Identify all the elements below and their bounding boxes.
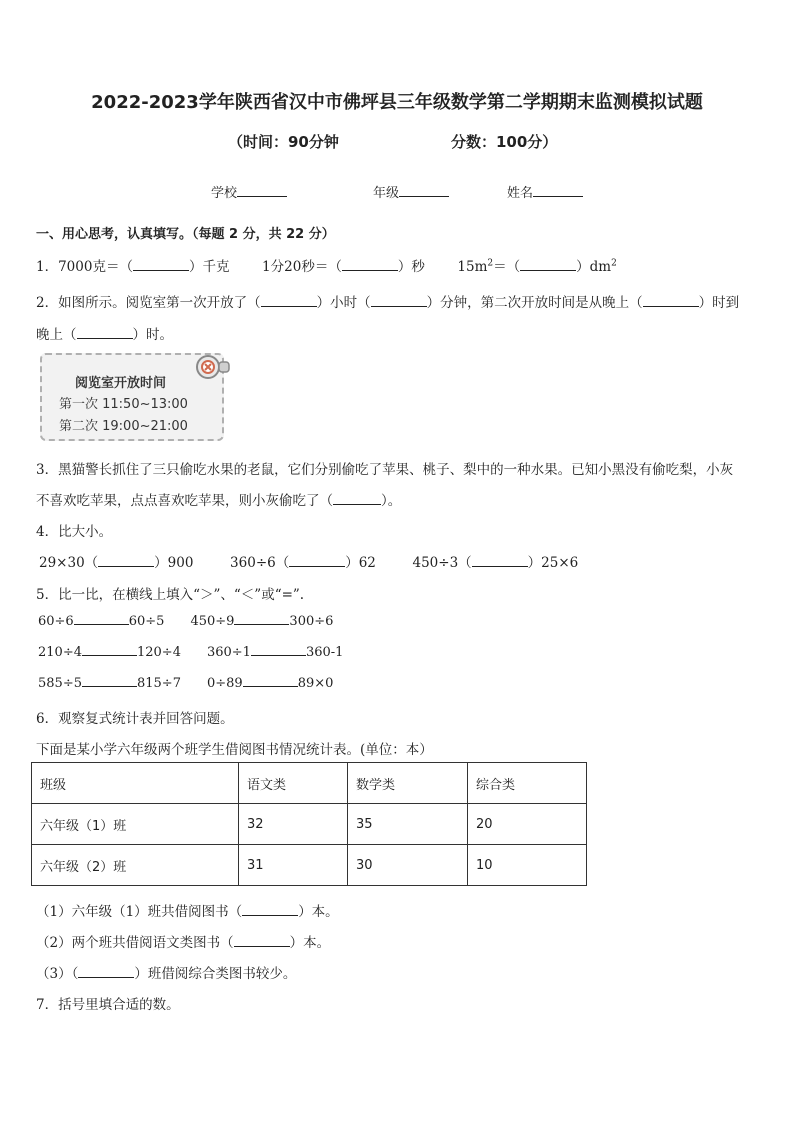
question-2-line-2 xyxy=(36,323,173,343)
q2-text-6: ）时。 xyxy=(132,327,173,343)
q6-blank-2[interactable] xyxy=(234,946,290,947)
exam-score: 分数：100分） xyxy=(451,133,558,151)
q1-part-b-prefix: 1分20秒＝（ xyxy=(262,259,342,275)
table-caption: 下面是某小学六年级两个班学生借阅图书情况统计表。(单位：本） xyxy=(36,742,433,758)
q6-blank-1[interactable] xyxy=(242,915,298,916)
q1-part-b-suffix: ）秒 xyxy=(397,259,425,275)
q5-expr: 60÷5 xyxy=(128,614,165,629)
question-5-heading: 5．比一比，在横线上填入“＞”、“＜”或“=”. xyxy=(36,587,305,603)
question-7-heading: 7．括号里填合适的数。 xyxy=(36,997,180,1013)
grade-blank[interactable] xyxy=(399,196,449,197)
page-title: 2022-2023学年陕西省汉中市佛坪县三年级数学第二学期期末监测模拟试题 xyxy=(91,92,703,113)
q5-row-2 xyxy=(38,645,343,660)
q2-text-2: ）小时（ xyxy=(316,295,371,311)
q4-blank-b[interactable] xyxy=(289,566,345,567)
q6-sub-3 xyxy=(36,962,296,982)
q1-exponent: 2 xyxy=(487,258,494,269)
q6-blank-3[interactable] xyxy=(78,977,134,978)
q6-sub-3-end: ）班借阅综合类图书较少。 xyxy=(134,966,297,982)
q5-expr: 360÷1 xyxy=(206,645,251,660)
q5-expr: 60÷6 xyxy=(38,614,74,629)
q3-blank[interactable] xyxy=(333,504,381,505)
q2-blank-minutes[interactable] xyxy=(371,306,427,307)
q5-expr: 815÷7 xyxy=(136,676,181,691)
q4-b-suffix: ）62 xyxy=(345,555,376,571)
table-cell: 20 xyxy=(468,804,587,845)
q5-expr: 300÷6 xyxy=(289,614,334,629)
school-blank[interactable] xyxy=(237,196,287,197)
table-cell: 六年级（2）班 xyxy=(32,845,239,886)
q2-text-5: 晚上（ xyxy=(36,327,77,343)
q1-blank-b[interactable] xyxy=(342,270,398,271)
q6-sub-3-text: （3）（ xyxy=(36,966,79,982)
table-cell: 30 xyxy=(348,845,468,886)
q2-blank-start[interactable] xyxy=(643,306,699,307)
q5-row-1 xyxy=(38,614,333,629)
grade-label: 年级 xyxy=(373,186,400,201)
reading-room-notice xyxy=(40,353,224,441)
notice-row-2: 第二次 19:00~21:00 xyxy=(59,419,188,434)
notice-title: 阅览室开放时间 xyxy=(75,376,167,391)
q6-sub-1-text: （1）六年级（1）班共借阅图书（ xyxy=(36,904,243,920)
q5-blank[interactable] xyxy=(243,686,298,687)
q5-expr: 585÷5 xyxy=(38,676,82,691)
q4-a-suffix: ）900 xyxy=(154,555,194,571)
name-blank[interactable] xyxy=(533,196,583,197)
table-header-cell: 班级 xyxy=(32,763,239,804)
q5-blank[interactable] xyxy=(251,655,306,656)
q4-c-prefix: 450÷3（ xyxy=(412,555,472,571)
table-header-cell: 综合类 xyxy=(468,763,587,804)
q6-sub-2 xyxy=(36,931,330,951)
school-field[interactable] xyxy=(211,182,287,201)
q5-expr: 120÷4 xyxy=(136,645,181,660)
q2-text-3: ）分钟，第二次开放时间是从晚上（ xyxy=(426,295,643,311)
q1-part-c-prefix: 15m xyxy=(457,259,488,275)
name-field[interactable] xyxy=(507,182,583,201)
question-6-heading: 6．观察复式统计表并回答问题。 xyxy=(36,711,234,727)
notice-row-1: 第一次 11:50~13:00 xyxy=(59,397,188,412)
q5-blank[interactable] xyxy=(234,624,289,625)
name-label: 姓名 xyxy=(507,186,534,201)
section-heading: 一、用心思考，认真填写。（每题 2 分，共 22 分） xyxy=(36,227,335,242)
question-4-heading: 4．比大小。 xyxy=(36,524,113,540)
q4-blank-a[interactable] xyxy=(98,566,154,567)
table-cell: 32 xyxy=(239,804,348,845)
q2-text-4: ）时到 xyxy=(698,295,740,311)
q5-blank[interactable] xyxy=(82,686,137,687)
q5-expr: 89×0 xyxy=(297,676,334,691)
q1-blank-a[interactable] xyxy=(133,270,189,271)
q2-text-1: 2．如图所示。阅览室第一次开放了（ xyxy=(36,295,261,311)
table-header-row xyxy=(32,763,587,804)
table-header-cell: 数学类 xyxy=(348,763,468,804)
grade-field[interactable] xyxy=(373,182,449,201)
question-4-items xyxy=(39,551,578,571)
exam-time: （时间：90分钟 xyxy=(228,133,339,151)
table-cell: 六年级（1）班 xyxy=(32,804,239,845)
q5-expr: 210÷4 xyxy=(38,645,82,660)
q1-number: 1． xyxy=(36,259,59,275)
q6-sub-2-text: （2）两个班共借阅语文类图书（ xyxy=(36,935,234,951)
table-cell: 10 xyxy=(468,845,587,886)
q2-blank-end[interactable] xyxy=(77,338,133,339)
statistics-table xyxy=(31,762,587,886)
q1-exponent-2: 2 xyxy=(611,258,617,269)
q5-row-3 xyxy=(38,676,333,691)
q4-b-prefix: 360÷6（ xyxy=(230,555,290,571)
table-row xyxy=(32,845,587,886)
q5-blank[interactable] xyxy=(74,624,129,625)
table-cell: 35 xyxy=(348,804,468,845)
q3-text: 不喜欢吃苹果，点点喜欢吃苹果，则小灰偷吃了（ xyxy=(36,493,333,509)
q5-blank[interactable] xyxy=(82,655,137,656)
question-3-line-1: 3．黑猫警长抓住了三只偷吃水果的老鼠，它们分别偷吃了苹果、桃子、梨中的一种水果。已知小黑没有偷吃梨，小灰 xyxy=(36,462,734,478)
table-header-cell: 语文类 xyxy=(239,763,348,804)
school-label: 学校 xyxy=(211,186,238,201)
q6-sub-1-end: ）本。 xyxy=(298,904,339,920)
q1-part-c-equals: ＝（ xyxy=(493,259,521,275)
question-2-line-1 xyxy=(36,291,739,311)
q4-c-suffix: ）25×6 xyxy=(527,555,579,571)
question-3-line-2 xyxy=(36,489,401,509)
table-row xyxy=(32,804,587,845)
q1-part-a-prefix: 7000克＝（ xyxy=(58,259,133,275)
q4-a-prefix: 29×30（ xyxy=(39,555,99,571)
q5-expr: 360-1 xyxy=(305,645,344,660)
q3-text-end: ）。 xyxy=(381,493,402,509)
alarm-clock-icon xyxy=(192,352,232,382)
question-1 xyxy=(36,255,617,275)
q1-part-a-suffix: ）千克 xyxy=(188,259,230,275)
q6-sub-1 xyxy=(36,900,339,920)
q2-blank-hours[interactable] xyxy=(261,306,317,307)
q4-blank-c[interactable] xyxy=(472,566,528,567)
table-cell: 31 xyxy=(239,845,348,886)
q1-blank-c[interactable] xyxy=(520,270,576,271)
q6-sub-2-end: ）本。 xyxy=(289,935,331,951)
q5-expr: 0÷89 xyxy=(206,676,243,691)
q1-part-c-suffix: ）dm xyxy=(576,259,612,275)
q5-expr: 450÷9 xyxy=(190,614,235,629)
